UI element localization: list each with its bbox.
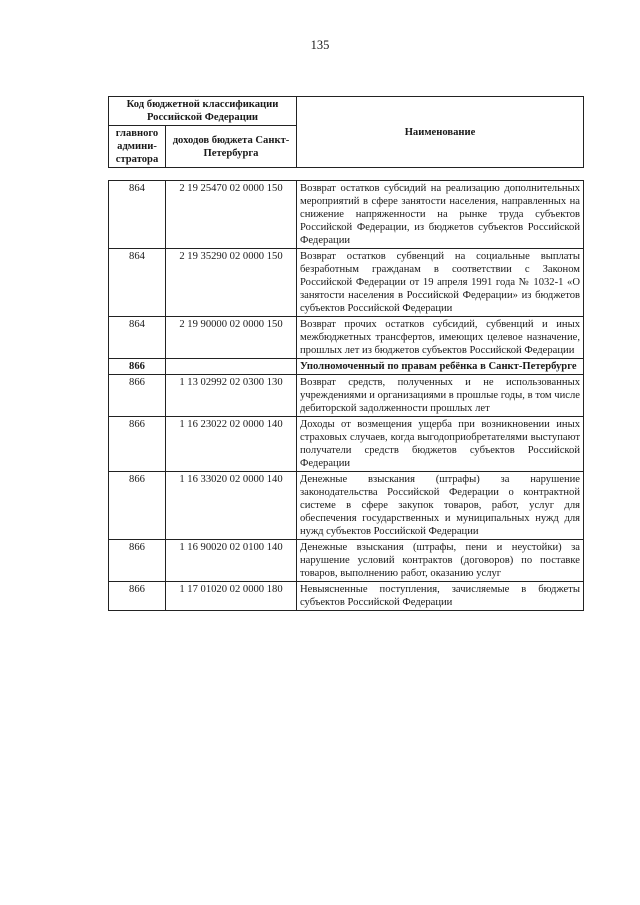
row-code: 2 19 25470 02 0000 150 <box>166 181 297 249</box>
row-code: 1 13 02992 02 0300 130 <box>166 375 297 417</box>
row-admin: 864 <box>109 249 166 317</box>
row-name: Возврат средств, полученных и не использованных учреждениями и организациями в прошлые годы, в том числе дебиторской задолженности прошлых лет <box>297 375 584 417</box>
body-table <box>108 180 584 611</box>
row-admin: 866 <box>109 582 166 611</box>
row-name: Невыясненные поступления, зачисляемые в бюджеты субъектов Российской Федерации <box>297 582 584 611</box>
row-name: Денежные взыскания (штрафы) за нарушение законодательства Российской Федерации о контрактной системе в сфере закупок товаров, работ, услуг для обеспечения государственных и муниципальных нужд для нужд субъектов Российской Федерации <box>297 472 584 540</box>
row-name: Доходы от возмещения ущерба при возникновении иных страховых случаев, когда выгодоприобретателями выступают получатели средств бюджетов субъектов Российской Федерации <box>297 417 584 472</box>
header-group: Код бюджетной классификации Российской Федерации <box>109 97 297 126</box>
row-code: 2 19 90000 02 0000 150 <box>166 317 297 359</box>
table-row <box>109 582 584 611</box>
row-name: Возврат остатков субсидий на реализацию дополнительных мероприятий в сфере занятости населения, направленных на снижение напряженности на рынке труда субъектов Российской Федерации, из бюджетов субъектов Российской Федерации <box>297 181 584 249</box>
row-name: Возврат прочих остатков субсидий, субвенций и иных межбюджетных трансфертов, имеющих целевое назначение, прошлых лет из бюджетов субъектов Российской Федерации <box>297 317 584 359</box>
table-row <box>109 417 584 472</box>
table-row <box>109 540 584 582</box>
table-row <box>109 181 584 249</box>
table-row <box>109 472 584 540</box>
table-row <box>109 359 584 375</box>
row-admin: 866 <box>109 417 166 472</box>
row-admin: 866 <box>109 359 166 375</box>
row-admin: 866 <box>109 375 166 417</box>
row-code: 1 16 90020 02 0100 140 <box>166 540 297 582</box>
row-code <box>166 359 297 375</box>
row-code: 1 16 23022 02 0000 140 <box>166 417 297 472</box>
header-code: доходов бюджета Санкт-Петербурга <box>166 126 297 168</box>
row-admin: 864 <box>109 317 166 359</box>
row-code: 2 19 35290 02 0000 150 <box>166 249 297 317</box>
row-name: Денежные взыскания (штрафы, пени и неустойки) за нарушение условий контрактов (договоров) по поставке товаров, выполнению работ, оказанию услуг <box>297 540 584 582</box>
row-admin: 864 <box>109 181 166 249</box>
table-row <box>109 375 584 417</box>
table-row <box>109 249 584 317</box>
row-name: Возврат остатков субвенций на социальные выплаты безработным гражданам в соответствии с Законом Российской Федерации от 19 апреля 1991 года № 1032-1 «О занятости населения в Российской Федерации» из бюджетов субъектов Российской Федерации <box>297 249 584 317</box>
row-name: Уполномоченный по правам ребёнка в Санкт-Петербурге <box>297 359 584 375</box>
page-number: 135 <box>310 38 330 52</box>
row-code: 1 17 01020 02 0000 180 <box>166 582 297 611</box>
header-name: Наименование <box>297 97 584 168</box>
row-admin: 866 <box>109 540 166 582</box>
row-code: 1 16 33020 02 0000 140 <box>166 472 297 540</box>
header-table <box>108 96 584 168</box>
table-row <box>109 317 584 359</box>
row-admin: 866 <box>109 472 166 540</box>
header-admin: главного админи-стратора <box>109 126 166 168</box>
